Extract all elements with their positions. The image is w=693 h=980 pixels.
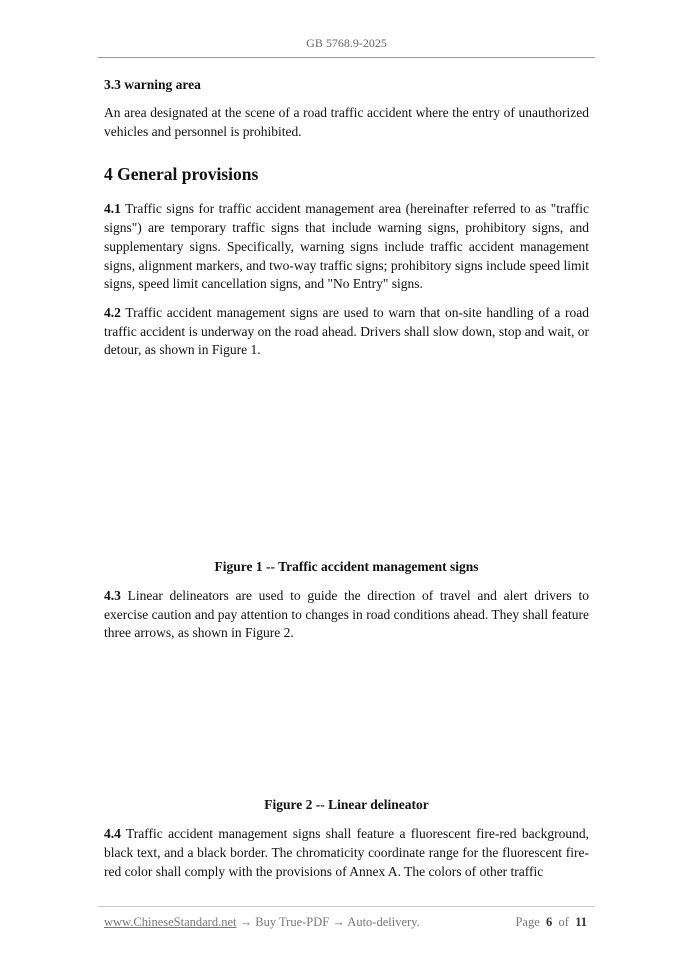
clause-4-4-number: 4.4 bbox=[104, 826, 121, 842]
clause-4-3-number: 4.3 bbox=[104, 588, 121, 604]
figure-1-caption: Figure 1 -- Traffic accident management signs bbox=[214, 559, 479, 575]
website-link[interactable]: www.ChineseStandard.net bbox=[104, 915, 237, 929]
term-3-3-title: 3.3 warning area bbox=[104, 77, 201, 92]
page-label: Page bbox=[515, 915, 540, 929]
document-header bbox=[0, 36, 693, 51]
clause-4-1-text: Traffic signs for traffic accident management area (hereinafter referred to as "traffic signs") are temporary traffic signs that include warning signs, prohibitory signs, and supplementary signs. Specifically, warning signs include traffic accident management signs, alignment markers, and two-way traffic signs; prohibitory signs include speed limit signs, speed limit cancellation signs, and "No Entry" signs. bbox=[104, 201, 589, 292]
clause-4-1-number: 4.1 bbox=[104, 201, 121, 217]
figure-2-image-area bbox=[104, 653, 589, 796]
page-body bbox=[104, 76, 589, 891]
footer-promo-text: → Buy True-PDF → Auto-delivery. bbox=[236, 915, 420, 929]
page-number bbox=[515, 915, 587, 930]
section-4-heading: 4 General provisions bbox=[104, 164, 259, 185]
figure-1-image-area bbox=[104, 370, 589, 558]
clause-4-3-text: Linear delineators are used to guide the direction of travel and alert drivers to exercise caution and pay attention to changes in road conditions ahead. They shall feature three arrows, as shown in Figure 2. bbox=[104, 588, 589, 641]
term-3-3-definition: An area designated at the scene of a road traffic accident where the entry of unauthorized vehicles and personnel is prohibited. bbox=[104, 105, 589, 139]
standard-code: GB 5768.9-2025 bbox=[306, 36, 387, 50]
total-pages: 11 bbox=[575, 915, 587, 929]
clause-4-1 bbox=[104, 200, 589, 294]
clause-4-2-number: 4.2 bbox=[104, 304, 121, 320]
figure-2-caption: Figure 2 -- Linear delineator bbox=[264, 797, 429, 813]
current-page: 6 bbox=[546, 915, 553, 929]
page-footer bbox=[104, 915, 587, 930]
clause-4-2 bbox=[104, 304, 589, 360]
footer-divider bbox=[98, 906, 595, 907]
clause-4-3 bbox=[104, 587, 589, 643]
clause-4-4 bbox=[104, 825, 589, 881]
clause-4-4-text: Traffic accident management signs shall feature a fluorescent fire-red background, black text, and a black border. The chromaticity coordinate range for the fluorescent fire-red color shall comply with the provisions of Annex A. The colors of other traffic bbox=[104, 826, 589, 879]
header-divider bbox=[98, 57, 595, 58]
clause-4-2-text: Traffic accident management signs are used to warn that on-site handling of a road traffic accident is underway on the road ahead. Drivers shall slow down, stop and wait, or detour, as shown in Figure 1. bbox=[104, 304, 589, 358]
of-label: of bbox=[558, 915, 569, 929]
footer-promo bbox=[104, 915, 420, 930]
